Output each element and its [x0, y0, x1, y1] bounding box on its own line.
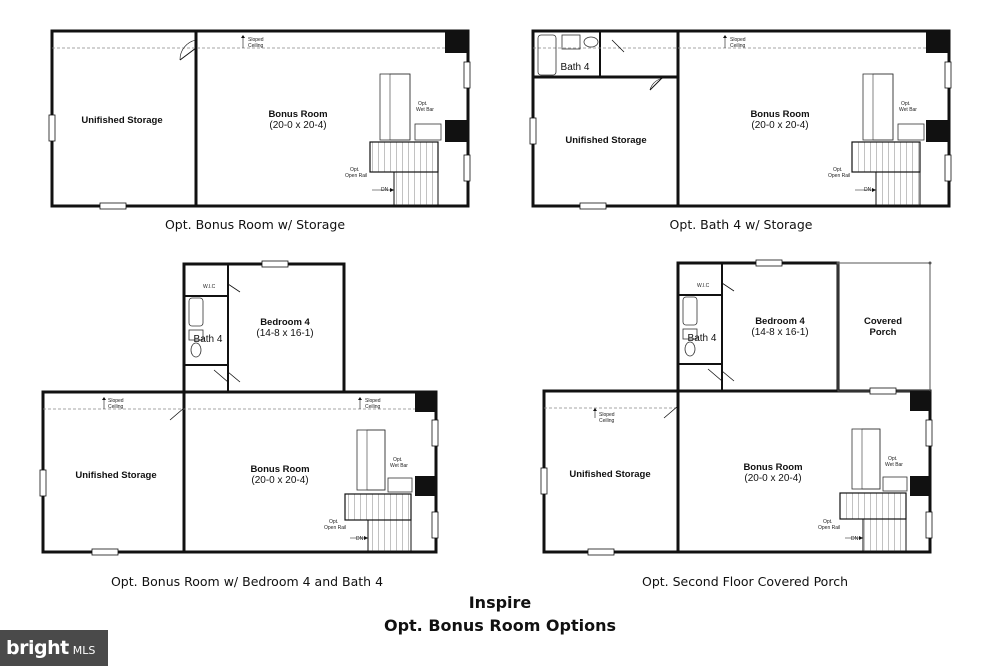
note-dn: DN: [381, 187, 389, 193]
room-label-bonus: Bonus Room: [750, 109, 810, 120]
note-opt-rail: Opt.: [329, 519, 339, 525]
room-label-bedroom: Bedroom 4: [260, 317, 310, 328]
note-opt-rail: Opt.: [350, 167, 360, 173]
note-opt: Opt.: [901, 101, 911, 107]
room-label-bath: Bath 4: [560, 62, 590, 73]
room-label-porch-line1: Covered: [863, 316, 903, 327]
room-dims-bonus: (20-0 x 20-4): [751, 120, 809, 131]
note-sloped-2: Sloped: [365, 398, 381, 404]
note-sloped: Sloped: [730, 37, 746, 43]
room-label-bonus: Bonus Room: [250, 464, 310, 475]
room-label-wic: W.I.C: [203, 284, 216, 290]
room-label-bath: Bath 4: [687, 333, 717, 344]
note-opt: Opt.: [888, 456, 898, 462]
room-label-storage: Unifished Storage: [75, 470, 157, 481]
room-label-storage: Unifished Storage: [569, 469, 651, 480]
note-opt-rail: Opt.: [833, 167, 843, 173]
note-open-rail: Open Rail: [345, 173, 368, 179]
plan-bedroom4-bath4: [40, 261, 438, 555]
note-sloped: Sloped: [599, 412, 615, 418]
room-dims-bonus: (20-0 x 20-4): [269, 120, 327, 131]
note-ceiling: Ceiling: [599, 418, 615, 424]
page-subtitle: Opt. Bonus Room Options: [383, 616, 617, 635]
note-wetbar: Wet Bar: [390, 463, 408, 469]
plan-bath4-storage: [530, 31, 951, 209]
note-ceiling-2: Ceiling: [365, 404, 381, 410]
note-dn: DN: [864, 187, 872, 193]
room-label-bath: Bath 4: [193, 334, 223, 345]
logo-brand-text: bright: [6, 637, 69, 659]
room-label-porch-line2: Porch: [869, 327, 897, 338]
note-dn: DN: [851, 536, 859, 542]
note-ceiling: Ceiling: [248, 43, 264, 49]
note-sloped: Sloped: [108, 398, 124, 404]
room-dims-bedroom: (14-8 x 16-1): [751, 327, 809, 338]
bright-mls-logo: [0, 630, 108, 666]
room-dims-bedroom: (14-8 x 16-1): [256, 328, 314, 339]
note-open-rail: Open Rail: [324, 525, 347, 531]
note-opt: Opt.: [418, 101, 428, 107]
room-label-bonus: Bonus Room: [743, 462, 803, 473]
note-ceiling: Ceiling: [730, 43, 746, 49]
room-dims-bonus: (20-0 x 20-4): [744, 473, 802, 484]
caption-plan-3: Opt. Bonus Room w/ Bedroom 4 and Bath 4: [110, 574, 384, 589]
room-label-bedroom: Bedroom 4: [755, 316, 805, 327]
room-label-bonus: Bonus Room: [268, 109, 328, 120]
page-title: Inspire: [468, 593, 532, 612]
note-opt-rail: Opt.: [823, 519, 833, 525]
room-dims-bonus: (20-0 x 20-4): [251, 475, 309, 486]
note-open-rail: Open Rail: [818, 525, 841, 531]
room-label-storage: Unifished Storage: [81, 115, 163, 126]
note-dn: DN: [356, 536, 364, 542]
note-opt: Opt.: [393, 457, 403, 463]
logo-mls-text: MLS: [72, 643, 96, 657]
plan-covered-porch: [541, 260, 932, 555]
room-label-storage: Unifished Storage: [565, 135, 647, 146]
note-sloped: Sloped: [248, 37, 264, 43]
plan-bonus-room-storage: [49, 31, 470, 209]
caption-plan-2: Opt. Bath 4 w/ Storage: [669, 217, 813, 232]
caption-plan-1: Opt. Bonus Room w/ Storage: [164, 217, 346, 232]
note-wetbar: Wet Bar: [416, 107, 434, 113]
caption-plan-4: Opt. Second Floor Covered Porch: [642, 574, 848, 589]
note-ceiling: Ceiling: [108, 404, 124, 410]
room-label-wic: W.I.C: [697, 283, 710, 289]
note-open-rail: Open Rail: [828, 173, 851, 179]
note-wetbar: Wet Bar: [885, 462, 903, 468]
note-wetbar: Wet Bar: [899, 107, 917, 113]
